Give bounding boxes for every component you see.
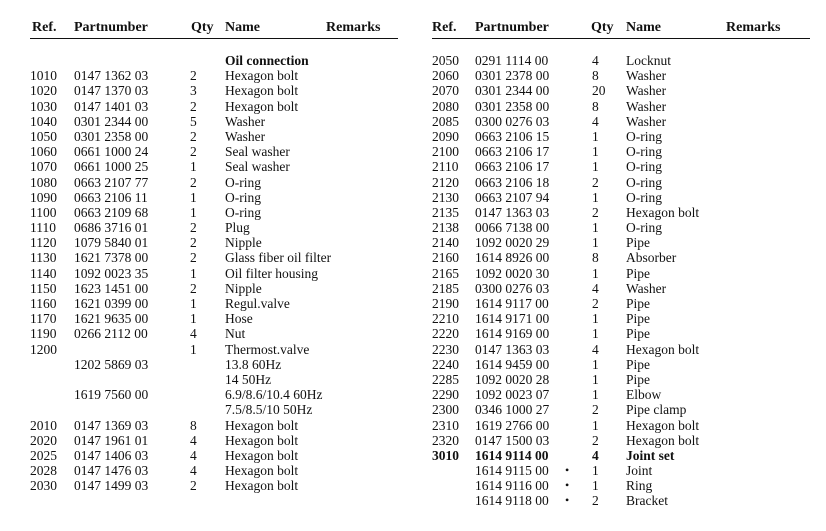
partnumber-cell: 1614 9169 00	[475, 326, 550, 342]
partnumber-cell: 1092 0020 30	[475, 265, 550, 281]
name-cell: 7.5/8.5/10 50Hz	[225, 402, 313, 418]
partnumber-cell: 1621 7378 00	[74, 250, 149, 266]
part-row	[30, 478, 410, 493]
qty-cell: 4	[592, 280, 599, 296]
ref-cell: 1190	[30, 326, 57, 342]
qty-cell: 1	[592, 235, 599, 251]
partnumber-cell: 0301 2344 00	[475, 83, 550, 99]
qty-cell: 4	[190, 432, 197, 448]
name-cell: Hexagon bolt	[225, 463, 299, 479]
qty-cell: 8	[592, 68, 599, 84]
name-cell: O-ring	[626, 189, 662, 205]
partnumber-cell: 0147 1476 03	[74, 463, 149, 479]
partnumber-cell: 0266 2112 00	[74, 326, 148, 342]
part-row	[30, 144, 410, 159]
partnumber-cell: 1614 9118 00	[475, 493, 549, 509]
qty-cell: 4	[592, 53, 599, 68]
qty-cell: 1	[592, 128, 599, 144]
partnumber-cell: 0147 1499 03	[74, 478, 149, 494]
ref-cell: 1170	[30, 311, 57, 327]
ref-cell: 2028	[30, 463, 57, 479]
part-row	[432, 53, 817, 68]
partnumber-cell: 1621 9635 00	[74, 311, 149, 327]
partnumber-cell: 1614 9116 00	[475, 478, 549, 494]
name-cell: Pipe	[626, 371, 651, 387]
part-row	[432, 114, 817, 129]
partnumber-cell: 0300 0276 03	[475, 113, 550, 129]
header-rule	[30, 38, 398, 39]
qty-cell: 2	[190, 250, 197, 266]
ref-cell: 2160	[432, 250, 459, 266]
name-cell: Regul.valve	[225, 296, 290, 311]
part-row	[432, 266, 817, 281]
part-row	[432, 387, 817, 402]
part-row	[30, 53, 410, 68]
qty-cell: 2	[592, 174, 599, 190]
qty-cell: 1	[592, 326, 599, 342]
name-cell: O-ring	[626, 174, 662, 190]
qty-cell: 5	[190, 113, 197, 129]
part-row	[30, 205, 410, 220]
name-cell: Hose	[225, 311, 253, 327]
qty-cell: 2	[592, 432, 599, 448]
name-cell: Washer	[225, 128, 266, 144]
part-row	[432, 144, 817, 159]
part-row	[30, 326, 410, 341]
partnumber-cell: 0661 1000 24	[74, 144, 149, 160]
partnumber-cell: 0147 1370 03	[74, 83, 149, 99]
partnumber-cell: 0663 2106 11	[74, 189, 148, 205]
name-cell: Washer	[626, 113, 667, 129]
name-cell: O-ring	[626, 144, 662, 160]
part-row	[30, 387, 410, 402]
bullet-marker: •	[565, 478, 570, 493]
qty-cell: 1	[190, 341, 197, 357]
partnumber-cell: 1092 0023 35	[74, 265, 149, 281]
qty-cell: 1	[190, 265, 197, 281]
ref-cell: 2120	[432, 174, 459, 190]
partnumber-cell: 0301 2378 00	[475, 68, 550, 84]
qty-cell: 20	[592, 83, 606, 99]
partnumber-cell: 1079 5840 01	[74, 235, 149, 251]
ref-cell: 2110	[432, 159, 459, 175]
ref-cell: 1160	[30, 296, 57, 311]
qty-cell: 4	[592, 113, 599, 129]
partnumber-cell: 1092 0020 29	[475, 235, 550, 251]
ref-cell: 2240	[432, 356, 459, 372]
qty-cell: 1	[592, 144, 599, 160]
ref-cell: 2050	[432, 53, 459, 68]
qty-cell: 4	[190, 326, 197, 342]
qty-cell: 1	[592, 387, 599, 403]
ref-cell: 2025	[30, 447, 57, 463]
ref-cell: 2220	[432, 326, 459, 342]
name-cell: Joint set	[626, 447, 675, 463]
partnumber-cell: 1614 8926 00	[475, 250, 550, 266]
qty-cell: 1	[592, 189, 599, 205]
header-partnumber: Partnumber	[475, 20, 549, 35]
name-cell: O-ring	[225, 204, 261, 220]
name-cell: O-ring	[626, 128, 662, 144]
part-row	[432, 190, 817, 205]
header-ref: Ref.	[32, 20, 57, 35]
part-row	[432, 372, 817, 387]
name-cell: O-ring	[626, 159, 662, 175]
name-cell: Pipe	[626, 311, 651, 327]
part-row	[432, 478, 817, 493]
part-row	[432, 418, 817, 433]
bullet-marker: •	[565, 493, 570, 508]
header-remarks: Remarks	[726, 20, 781, 35]
part-row	[432, 250, 817, 265]
name-cell: Pipe	[626, 265, 651, 281]
ref-cell: 2070	[432, 83, 459, 99]
partnumber-cell: 0147 1401 03	[74, 98, 149, 114]
ref-cell: 2300	[432, 402, 459, 418]
name-cell: Oil connection	[225, 53, 309, 68]
ref-cell: 2310	[432, 417, 459, 433]
qty-cell: 8	[190, 417, 197, 433]
ref-cell: 1030	[30, 98, 57, 114]
partnumber-cell: 0147 1362 03	[74, 68, 149, 84]
qty-cell: 2	[190, 144, 197, 160]
qty-cell: 2	[592, 296, 599, 311]
partnumber-cell: 0663 2106 17	[475, 144, 550, 160]
partnumber-cell: 0663 2107 77	[74, 174, 149, 190]
ref-cell: 1110	[30, 220, 56, 236]
ref-cell: 2085	[432, 113, 459, 129]
name-cell: Seal washer	[225, 144, 290, 160]
ref-cell: 2190	[432, 296, 459, 311]
ref-cell: 2290	[432, 387, 459, 403]
partnumber-cell: 0147 1369 03	[74, 417, 149, 433]
bullet-marker: •	[565, 463, 570, 478]
partnumber-cell: 1614 9117 00	[475, 296, 549, 311]
partnumber-cell: 0066 7138 00	[475, 220, 550, 236]
partnumber-cell: 0663 2106 18	[475, 174, 550, 190]
name-cell: Hexagon bolt	[626, 417, 700, 433]
qty-cell: 4	[190, 447, 197, 463]
part-row	[432, 463, 817, 478]
header-qty: Qty	[591, 20, 614, 35]
qty-cell: 1	[190, 296, 197, 311]
qty-cell: 1	[190, 189, 197, 205]
part-row	[30, 68, 410, 83]
name-cell: Washer	[225, 113, 266, 129]
part-row	[30, 99, 410, 114]
part-row	[432, 311, 817, 326]
partnumber-cell: 0301 2344 00	[74, 113, 149, 129]
qty-cell: 2	[190, 235, 197, 251]
header-remarks: Remarks	[326, 20, 381, 35]
partnumber-cell: 0147 1406 03	[74, 447, 149, 463]
name-cell: O-ring	[626, 220, 662, 236]
part-row	[432, 357, 817, 372]
left-parts-list	[30, 53, 410, 493]
part-row	[432, 342, 817, 357]
qty-cell: 2	[190, 128, 197, 144]
ref-cell: 1090	[30, 189, 57, 205]
right-parts-list	[432, 53, 817, 509]
ref-cell: 2130	[432, 189, 459, 205]
name-cell: Hexagon bolt	[225, 98, 299, 114]
name-cell: Locknut	[626, 53, 671, 68]
part-row	[30, 190, 410, 205]
part-row	[30, 266, 410, 281]
part-row	[30, 418, 410, 433]
name-cell: Nipple	[225, 235, 262, 251]
ref-cell: 1120	[30, 235, 57, 251]
part-row	[30, 220, 410, 235]
ref-cell: 2185	[432, 280, 459, 296]
part-row	[432, 448, 817, 463]
ref-cell: 2320	[432, 432, 459, 448]
name-cell: Ring	[626, 478, 653, 494]
partnumber-cell: 1614 9171 00	[475, 311, 550, 327]
name-cell: Pipe	[626, 235, 651, 251]
partnumber-cell: 1614 9114 00	[475, 447, 549, 463]
ref-cell: 2138	[432, 220, 459, 236]
ref-cell: 1080	[30, 174, 57, 190]
qty-cell: 1	[592, 463, 599, 479]
partnumber-cell: 1092 0023 07	[475, 387, 550, 403]
header-name: Name	[225, 20, 260, 35]
name-cell: O-ring	[225, 174, 261, 190]
name-cell: Washer	[626, 98, 667, 114]
qty-cell: 1	[592, 371, 599, 387]
part-row	[432, 235, 817, 250]
qty-cell: 2	[190, 478, 197, 494]
part-row	[30, 357, 410, 372]
ref-cell: 1070	[30, 159, 57, 175]
name-cell: Pipe	[626, 296, 651, 311]
ref-cell: 2210	[432, 311, 459, 327]
part-row	[30, 311, 410, 326]
partnumber-cell: 1623 1451 00	[74, 280, 149, 296]
ref-cell: 1060	[30, 144, 57, 160]
qty-cell: 1	[592, 159, 599, 175]
qty-cell: 1	[592, 265, 599, 281]
name-cell: Thermost.valve	[225, 341, 310, 357]
qty-cell: 1	[190, 311, 197, 327]
part-row	[432, 68, 817, 83]
partnumber-cell: 1619 2766 00	[475, 417, 550, 433]
part-row	[30, 129, 410, 144]
partnumber-cell: 0663 2109 68	[74, 204, 149, 220]
partnumber-cell: 0661 1000 25	[74, 159, 149, 175]
qty-cell: 1	[190, 204, 197, 220]
part-row	[30, 448, 410, 463]
qty-cell: 2	[190, 174, 197, 190]
part-row	[432, 83, 817, 98]
name-cell: Plug	[225, 220, 250, 236]
name-cell: Bracket	[626, 493, 668, 509]
partnumber-cell: 0147 1500 03	[475, 432, 550, 448]
ref-cell: 3010	[432, 447, 459, 463]
name-cell: Hexagon bolt	[626, 341, 700, 357]
part-row	[30, 114, 410, 129]
ref-cell: 2135	[432, 204, 459, 220]
qty-cell: 4	[592, 341, 599, 357]
name-cell: Hexagon bolt	[225, 417, 299, 433]
qty-cell: 4	[190, 463, 197, 479]
ref-cell: 2010	[30, 417, 57, 433]
partnumber-cell: 1092 0020 28	[475, 371, 550, 387]
name-cell: Washer	[626, 83, 667, 99]
ref-cell: 2080	[432, 98, 459, 114]
header-ref: Ref.	[432, 20, 457, 35]
qty-cell: 2	[190, 220, 197, 236]
part-row	[432, 326, 817, 341]
part-row	[30, 342, 410, 357]
partnumber-cell: 0300 0276 03	[475, 280, 550, 296]
qty-cell: 2	[592, 204, 599, 220]
name-cell: Joint	[626, 463, 653, 479]
name-cell: Washer	[626, 280, 667, 296]
partnumber-cell: 1202 5869 03	[74, 356, 149, 372]
part-row	[30, 296, 410, 311]
ref-cell: 2100	[432, 144, 459, 160]
partnumber-cell: 0301 2358 00	[74, 128, 149, 144]
ref-cell: 1140	[30, 265, 57, 281]
ref-cell: 1150	[30, 280, 57, 296]
name-cell: 6.9/8.6/10.4 60Hz	[225, 387, 323, 403]
partnumber-cell: 1619 7560 00	[74, 387, 149, 403]
partnumber-cell: 0147 1363 03	[475, 204, 550, 220]
partnumber-cell: 0686 3716 01	[74, 220, 149, 236]
partnumber-cell: 1614 9115 00	[475, 463, 549, 479]
name-cell: Hexagon bolt	[626, 432, 700, 448]
part-row	[432, 433, 817, 448]
part-row	[432, 281, 817, 296]
name-cell: 13.8 60Hz	[225, 356, 282, 372]
part-row	[30, 250, 410, 265]
partnumber-cell: 0301 2358 00	[475, 98, 550, 114]
name-cell: Hexagon bolt	[225, 447, 299, 463]
qty-cell: 8	[592, 250, 599, 266]
qty-cell: 3	[190, 83, 197, 99]
name-cell: Hexagon bolt	[626, 204, 700, 220]
qty-cell: 8	[592, 98, 599, 114]
qty-cell: 2	[592, 402, 599, 418]
part-row	[432, 493, 817, 508]
partnumber-cell: 0663 2107 94	[475, 189, 550, 205]
part-row	[432, 402, 817, 417]
qty-cell: 1	[190, 159, 197, 175]
part-row	[432, 159, 817, 174]
ref-cell: 2030	[30, 478, 57, 494]
name-cell: Oil filter housing	[225, 265, 318, 281]
part-row	[432, 175, 817, 190]
partnumber-cell: 1621 0399 00	[74, 296, 149, 311]
partnumber-cell: 0663 2106 17	[475, 159, 550, 175]
part-row	[30, 175, 410, 190]
part-row	[30, 463, 410, 478]
partnumber-cell: 1614 9459 00	[475, 356, 550, 372]
partnumber-cell: 0663 2106 15	[475, 128, 550, 144]
name-cell: 14 50Hz	[225, 371, 272, 387]
qty-cell: 2	[190, 98, 197, 114]
qty-cell: 2	[592, 493, 599, 509]
ref-cell: 2140	[432, 235, 459, 251]
ref-cell: 1050	[30, 128, 57, 144]
part-row	[432, 220, 817, 235]
ref-cell: 1040	[30, 113, 57, 129]
name-cell: Elbow	[626, 387, 662, 403]
name-cell: Glass fiber oil filter	[225, 250, 332, 266]
ref-cell: 1130	[30, 250, 57, 266]
part-row	[30, 402, 410, 417]
partnumber-cell: 0147 1363 03	[475, 341, 550, 357]
qty-cell: 1	[592, 220, 599, 236]
qty-cell: 2	[190, 68, 197, 84]
part-row	[432, 99, 817, 114]
part-row	[30, 433, 410, 448]
ref-cell: 2020	[30, 432, 57, 448]
header-partnumber: Partnumber	[74, 20, 148, 35]
name-cell: Hexagon bolt	[225, 68, 299, 84]
name-cell: Nipple	[225, 280, 262, 296]
name-cell: Washer	[626, 68, 667, 84]
partnumber-cell: 0346 1000 27	[475, 402, 550, 418]
qty-cell: 1	[592, 417, 599, 433]
ref-cell: 2090	[432, 128, 459, 144]
name-cell: Pipe	[626, 356, 651, 372]
ref-cell: 2285	[432, 371, 459, 387]
ref-cell: 2230	[432, 341, 459, 357]
part-row	[30, 83, 410, 98]
ref-cell: 2165	[432, 265, 459, 281]
part-row	[432, 296, 817, 311]
header-name: Name	[626, 20, 661, 35]
name-cell: Pipe	[626, 326, 651, 342]
ref-cell: 1200	[30, 341, 57, 357]
part-row	[30, 235, 410, 250]
part-row	[432, 205, 817, 220]
partnumber-cell: 0147 1961 01	[74, 432, 149, 448]
ref-cell: 1020	[30, 83, 57, 99]
ref-cell: 2060	[432, 68, 459, 84]
name-cell: Hexagon bolt	[225, 432, 299, 448]
part-row	[30, 159, 410, 174]
name-cell: Nut	[225, 326, 246, 342]
name-cell: Absorber	[626, 250, 677, 266]
name-cell: Pipe clamp	[626, 402, 687, 418]
name-cell: Hexagon bolt	[225, 83, 299, 99]
qty-cell: 1	[592, 311, 599, 327]
qty-cell: 1	[592, 356, 599, 372]
part-row	[30, 372, 410, 387]
part-row	[30, 281, 410, 296]
name-cell: Hexagon bolt	[225, 478, 299, 494]
ref-cell: 1100	[30, 204, 57, 220]
header-rule	[432, 38, 810, 39]
qty-cell: 1	[592, 478, 599, 494]
partnumber-cell: 0291 1114 00	[475, 53, 549, 68]
qty-cell: 4	[592, 447, 599, 463]
name-cell: Seal washer	[225, 159, 290, 175]
header-qty: Qty	[191, 20, 214, 35]
part-row	[432, 129, 817, 144]
ref-cell: 1010	[30, 68, 57, 84]
name-cell: O-ring	[225, 189, 261, 205]
qty-cell: 2	[190, 280, 197, 296]
